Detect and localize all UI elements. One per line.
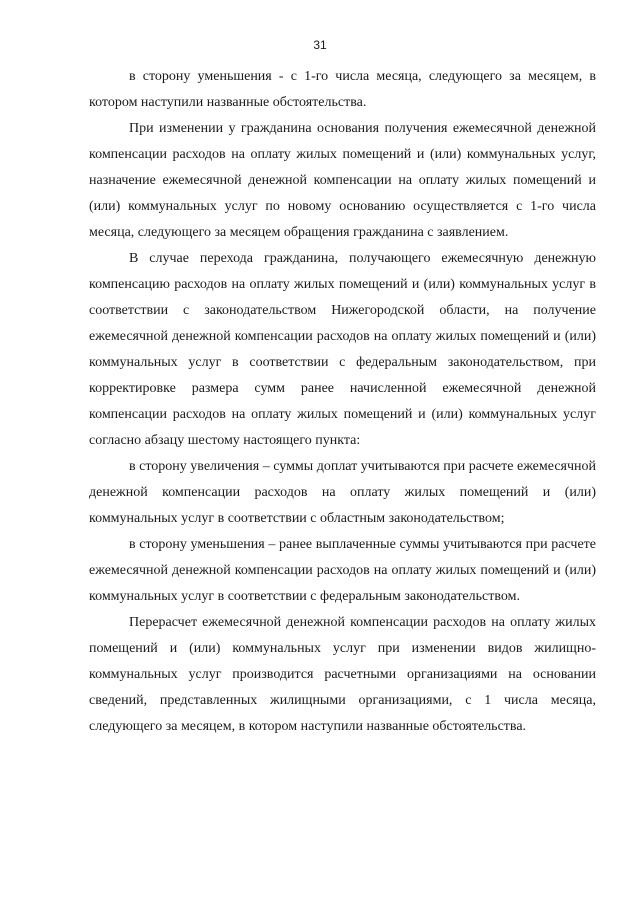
paragraph-2: При изменении у гражданина основания получения ежемесячной денежной компенсации расходов на оплату жилых помещений и (или) коммунальных услуг, назначение ежемесячной денежной компенсации на оплату жилых помещений и (или) коммунальных услуг по новому основанию осуществляется с 1-го числа месяца, следующего за месяцем обращения гражданина с заявлением. — [89, 121, 596, 240]
page-number: 31 — [313, 38, 327, 52]
paragraph-6: Перерасчет ежемесячной денежной компенсации расходов на оплату жилых помещений и (или) коммунальных услуг при изменении видов жилищно-коммунальных услуг производится расчетными организациями на основании сведений, представленных жилищными организациями, с 1 числа месяца, следующего за месяцем, в котором наступили названные обстоятельства. — [89, 615, 596, 734]
paragraph-1: в сторону уменьшения - с 1-го числа месяца, следующего за месяцем, в котором наступили названные обстоятельства. — [89, 69, 596, 110]
paragraph-4: в сторону увеличения – суммы доплат учитываются при расчете ежемесячной денежной компенсации расходов на оплату жилых помещений и (или) коммунальных услуг в соответствии с областным законодательством; — [89, 459, 596, 526]
paragraph-5: в сторону уменьшения – ранее выплаченные суммы учитываются при расчете ежемесячной денежной компенсации расходов на оплату жилых помещений и (или) коммунальных услуг в соответствии с федеральным законодательством. — [89, 537, 596, 604]
document-body — [89, 64, 596, 740]
paragraph-3: В случае перехода гражданина, получающего ежемесячную денежную компенсацию расходов на оплату жилых помещений и (или) коммунальных услуг в соответствии с законодательством Нижегородской области, на получение ежемесячной денежной компенсации расходов на оплату жилых помещений и (или) коммунальных услуг в соответствии с федеральным законодательством, при корректировке размера сумм ранее начисленной ежемесячной денежной компенсации расходов на оплату жилых помещений и (или) коммунальных услуг согласно абзацу шестому настоящего пункта: — [89, 251, 596, 448]
